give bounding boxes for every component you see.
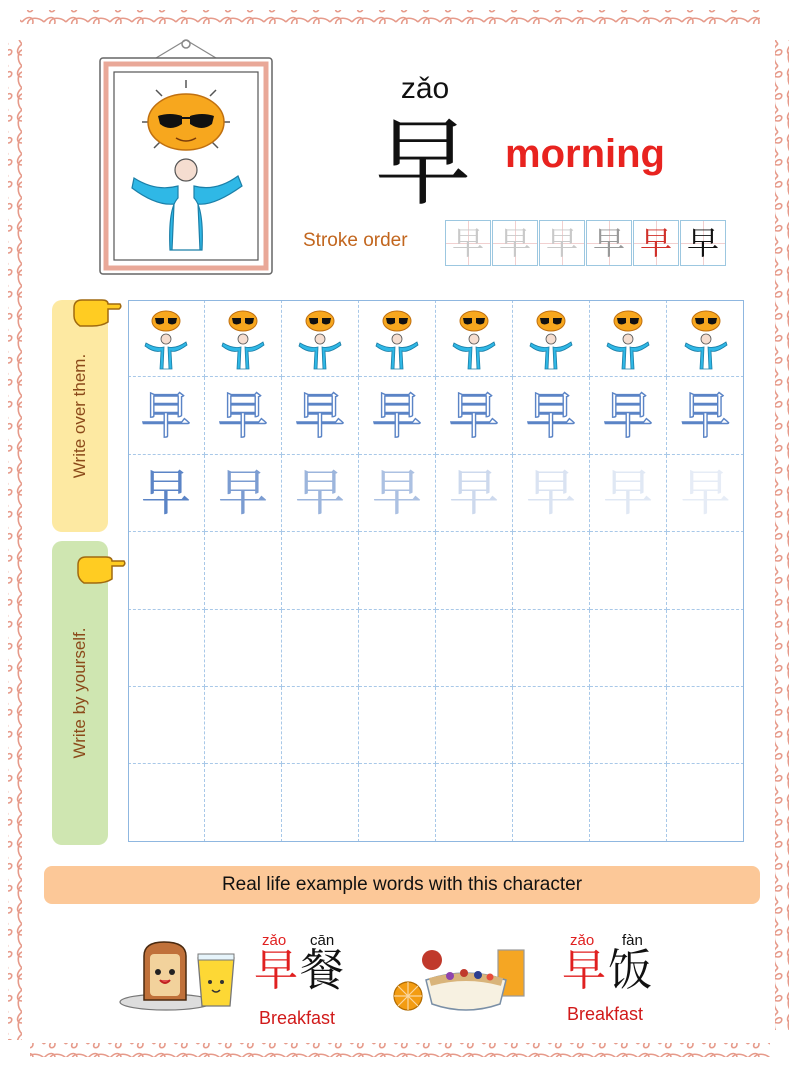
sun-person-icon: [678, 305, 734, 371]
trace-cell: [205, 455, 282, 532]
main-character: 早: [375, 107, 471, 219]
faded-trace-character: 早: [603, 463, 653, 522]
trace-character: 早: [141, 386, 191, 445]
blank-practice-cell: [667, 764, 744, 841]
blank-practice-cell: [590, 532, 667, 609]
blank-practice-cell: [590, 610, 667, 687]
blank-row: [128, 764, 744, 841]
stroke-step: 早: [492, 220, 538, 266]
blank-practice-cell: [282, 532, 359, 609]
stroke-step: 早: [633, 220, 679, 266]
stroke-step: 早: [586, 220, 632, 266]
example-word-pinyin: zǎo: [262, 932, 287, 949]
example-word-english: Breakfast: [259, 1008, 336, 1028]
pointing-hand-icon: [72, 294, 122, 328]
examples-banner: Real life example words with this character: [44, 866, 760, 904]
trace-character: 早: [449, 386, 499, 445]
faded-trace-character: 早: [295, 463, 345, 522]
blank-practice-cell: [590, 764, 667, 841]
trace-cell: [128, 455, 205, 532]
sun-person-icon: [600, 305, 656, 371]
trace-cell: [359, 377, 436, 454]
faded-trace-character: 早: [526, 463, 576, 522]
blank-practice-cell: [205, 764, 282, 841]
blank-practice-cell: [590, 687, 667, 764]
faded-trace-character: 早: [141, 463, 191, 522]
picture-cell: [436, 300, 513, 377]
write-yourself-label: Write by yourself.: [70, 627, 89, 759]
trace-character: 早: [603, 386, 653, 445]
blank-practice-cell: [359, 610, 436, 687]
blank-practice-cell: [128, 687, 205, 764]
blank-practice-cell: [128, 610, 205, 687]
toast-and-juice-icon: [116, 940, 242, 1012]
faded-trace-character: 早: [680, 463, 731, 522]
picture-cell: [667, 300, 744, 377]
stroke-step: 早: [539, 220, 585, 266]
blank-row: [128, 687, 744, 764]
example-word-1: [252, 932, 352, 1032]
faded-trace-character: 早: [449, 463, 499, 522]
example-word-pinyin: fàn: [622, 932, 643, 949]
trace-cell: [282, 377, 359, 454]
trace-cell: [128, 377, 205, 454]
pointing-hand-icon: [76, 551, 126, 585]
trace-character: 早: [526, 386, 576, 445]
stroke-order-label: Stroke order: [303, 230, 408, 251]
trace-character: 早: [218, 386, 268, 445]
blank-practice-cell: [436, 532, 513, 609]
blank-practice-cell: [513, 610, 590, 687]
blank-practice-cell: [282, 764, 359, 841]
character-meaning: morning: [505, 132, 665, 176]
example-word-pinyin: zǎo: [570, 932, 595, 949]
picture-cell: [513, 300, 590, 377]
example-word-2: [560, 932, 660, 1032]
sun-person-icon: [446, 305, 502, 371]
trace-character: 早: [680, 386, 731, 445]
practice-grid: [128, 300, 744, 842]
cereal-bowl-icon: [392, 946, 532, 1016]
blank-practice-cell: [128, 764, 205, 841]
blank-practice-cell: [667, 610, 744, 687]
blank-practice-cell: [513, 532, 590, 609]
picture-cell: [128, 300, 205, 377]
trace-cell: [513, 377, 590, 454]
example-word-pinyin: cān: [310, 932, 335, 949]
example-word-char: 饭: [608, 945, 652, 996]
picture-row: [128, 300, 744, 377]
sun-person-icon: [369, 305, 425, 371]
write-over-tab: [52, 300, 108, 532]
character-pinyin: zǎo: [400, 72, 450, 105]
sun-person-icon: [138, 305, 194, 371]
example-word-english: Breakfast: [567, 1004, 644, 1024]
blank-practice-cell: [205, 532, 282, 609]
trace-cell: [436, 377, 513, 454]
blank-practice-cell: [359, 532, 436, 609]
framed-picture-sun-person: [96, 38, 276, 278]
blank-practice-cell: [205, 687, 282, 764]
trace-character: 早: [295, 386, 345, 445]
outline-trace-row: [128, 377, 744, 454]
trace-cell: [590, 377, 667, 454]
blank-row: [128, 532, 744, 609]
stroke-order-boxes: [445, 220, 727, 266]
trace-cell: [667, 377, 744, 454]
blank-practice-cell: [513, 764, 590, 841]
blank-practice-cell: [205, 610, 282, 687]
blank-practice-cell: [667, 532, 744, 609]
trace-cell: [590, 455, 667, 532]
fading-trace-row: [128, 455, 744, 532]
picture-cell: [590, 300, 667, 377]
sun-person-icon: [292, 305, 348, 371]
blank-practice-cell: [282, 687, 359, 764]
trace-cell: [205, 377, 282, 454]
blank-practice-cell: [436, 764, 513, 841]
trace-cell: [513, 455, 590, 532]
blank-practice-cell: [436, 687, 513, 764]
blank-row: [128, 610, 744, 687]
example-word-char: 餐: [300, 945, 344, 996]
blank-practice-cell: [513, 687, 590, 764]
blank-practice-cell: [667, 687, 744, 764]
example-word-char: 早: [562, 945, 606, 996]
trace-cell: [667, 455, 744, 532]
trace-cell: [282, 455, 359, 532]
faded-trace-character: 早: [372, 463, 422, 522]
write-over-label: Write over them.: [70, 353, 89, 479]
trace-cell: [359, 455, 436, 532]
trace-cell: [436, 455, 513, 532]
write-yourself-tab: [52, 541, 108, 845]
picture-cell: [359, 300, 436, 377]
blank-practice-cell: [359, 687, 436, 764]
stroke-step: 早: [680, 220, 726, 266]
faded-trace-character: 早: [218, 463, 268, 522]
blank-practice-cell: [282, 610, 359, 687]
blank-practice-cell: [128, 532, 205, 609]
stroke-step: 早: [445, 220, 491, 266]
picture-cell: [282, 300, 359, 377]
picture-cell: [205, 300, 282, 377]
sun-person-icon: [215, 305, 271, 371]
blank-practice-cell: [359, 764, 436, 841]
blank-practice-cell: [436, 610, 513, 687]
example-word-char: 早: [254, 945, 298, 996]
trace-character: 早: [372, 386, 422, 445]
sun-person-icon: [523, 305, 579, 371]
